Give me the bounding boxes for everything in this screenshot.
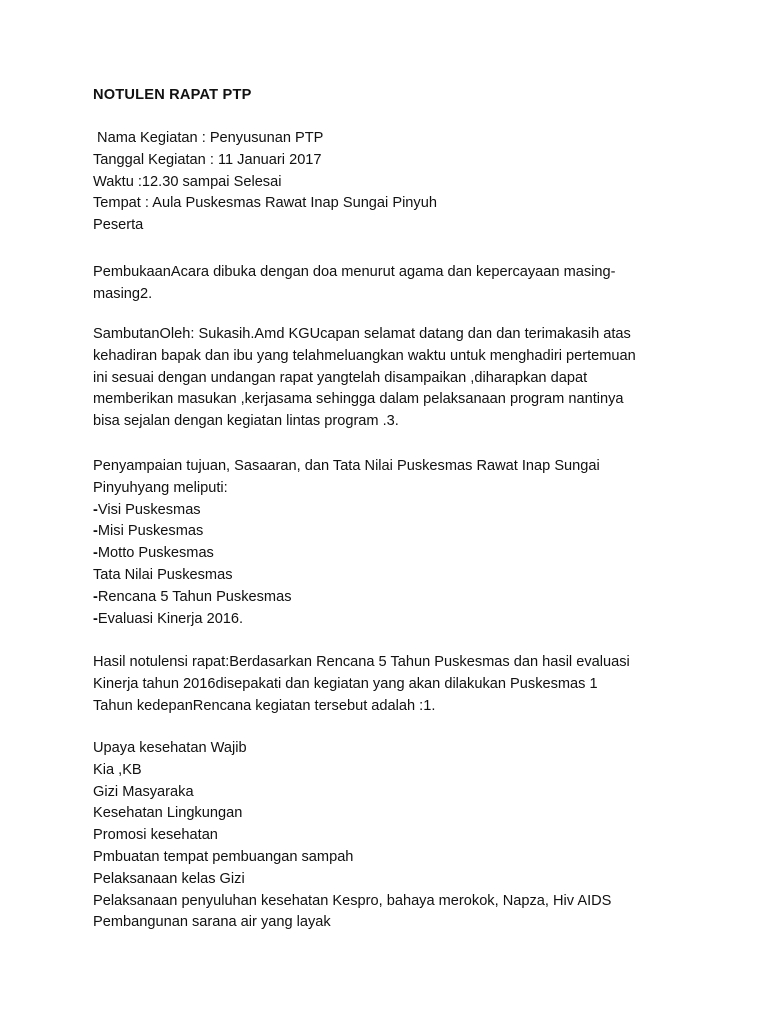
bullet-dash: - — [93, 501, 98, 518]
list-item-tata-nilai — [93, 565, 663, 587]
list-item-text: Evaluasi Kinerja 2016. — [97, 610, 244, 627]
pembukaan-line: masing2. — [93, 285, 153, 302]
meeting-info — [93, 128, 663, 237]
upaya-item: Kia ,KB — [93, 761, 142, 778]
pembukaan-line: PembukaanAcara dibuka dengan doa menurut agama dan kepercayaan masing- — [93, 264, 616, 280]
upaya-item: Pembangunan sarana air yang layak — [93, 914, 331, 931]
upaya-item: Upaya kesehatan Wajib — [93, 740, 247, 756]
list-item-misi — [93, 521, 663, 543]
hasil-line: Hasil notulensi rapat:Berdasarkan Rencana 5 Tahun Puskesmas dan hasil evaluasi — [93, 654, 630, 670]
list-item-rencana — [93, 587, 663, 609]
upaya-item: Promosi kesehatan — [93, 827, 218, 844]
meta-tanggal: Tanggal Kegiatan : 11 Januari 2017 — [93, 151, 322, 168]
bullet-dash: - — [93, 588, 98, 605]
list-item-text: Visi Puskesmas — [97, 501, 201, 518]
upaya-item: Pelaksanaan penyuluhan kesehatan Kespro, bahaya merokok, Napza, Hiv AIDS — [93, 892, 612, 909]
hasil-line: Tahun kedepanRencana kegiatan tersebut adalah :1. — [93, 697, 436, 714]
sambutan-line: ini sesuai dengan undangan rapat yangtelah disampaikan ,diharapkan dapat — [93, 369, 588, 386]
bullet-dash: - — [93, 545, 98, 562]
list-item-text: Rencana 5 Tahun Puskesmas — [97, 588, 292, 605]
upaya-item: Kesehatan Lingkungan — [93, 805, 243, 822]
meta-nama-kegiatan: Nama Kegiatan : Penyusunan PTP — [93, 130, 324, 146]
upaya-list — [93, 738, 663, 934]
penyampaian-section — [93, 456, 663, 630]
pembukaan-paragraph — [93, 262, 663, 306]
sambutan-paragraph — [93, 324, 663, 433]
list-item-text: Motto Puskesmas — [97, 545, 214, 562]
penyampaian-intro-line: Pinyuhyang meliputi: — [93, 479, 228, 496]
list-item-motto — [93, 543, 663, 565]
bullet-dash: - — [93, 523, 98, 540]
sambutan-line: bisa sejalan dengan kegiatan lintas program .3. — [93, 413, 399, 430]
list-item-evaluasi — [93, 609, 663, 631]
hasil-paragraph — [93, 652, 663, 717]
penyampaian-intro-line: Penyampaian tujuan, Sasaaran, dan Tata Nilai Puskesmas Rawat Inap Sungai — [93, 458, 600, 474]
document-title: NOTULEN RAPAT PTP — [93, 87, 252, 103]
hasil-line: Kinerja tahun 2016disepakati dan kegiatan yang akan dilakukan Puskesmas 1 — [93, 675, 598, 692]
bullet-dash: - — [93, 610, 98, 627]
list-item-visi — [93, 500, 663, 522]
upaya-item: Gizi Masyaraka — [93, 783, 194, 800]
sambutan-line: kehadiran bapak dan ibu yang telahmeluangkan waktu untuk menghadiri pertemuan — [93, 347, 636, 364]
list-item-text: Misi Puskesmas — [97, 523, 204, 540]
upaya-item: Pelaksanaan kelas Gizi — [93, 870, 245, 887]
upaya-item: Pmbuatan tempat pembuangan sampah — [93, 848, 354, 865]
meta-tempat: Tempat : Aula Puskesmas Rawat Inap Sungai Pinyuh — [93, 195, 437, 212]
meta-peserta: Peserta — [93, 217, 144, 234]
list-item-text: Tata Nilai Puskesmas — [93, 566, 233, 583]
sambutan-line: memberikan masukan ,kerjasama sehingga dalam pelaksanaan program nantinya — [93, 391, 624, 408]
sambutan-line: SambutanOleh: Sukasih.Amd KGUcapan selamat datang dan dan terimakasih atas — [93, 326, 631, 342]
meta-waktu: Waktu :12.30 sampai Selesai — [93, 173, 282, 190]
